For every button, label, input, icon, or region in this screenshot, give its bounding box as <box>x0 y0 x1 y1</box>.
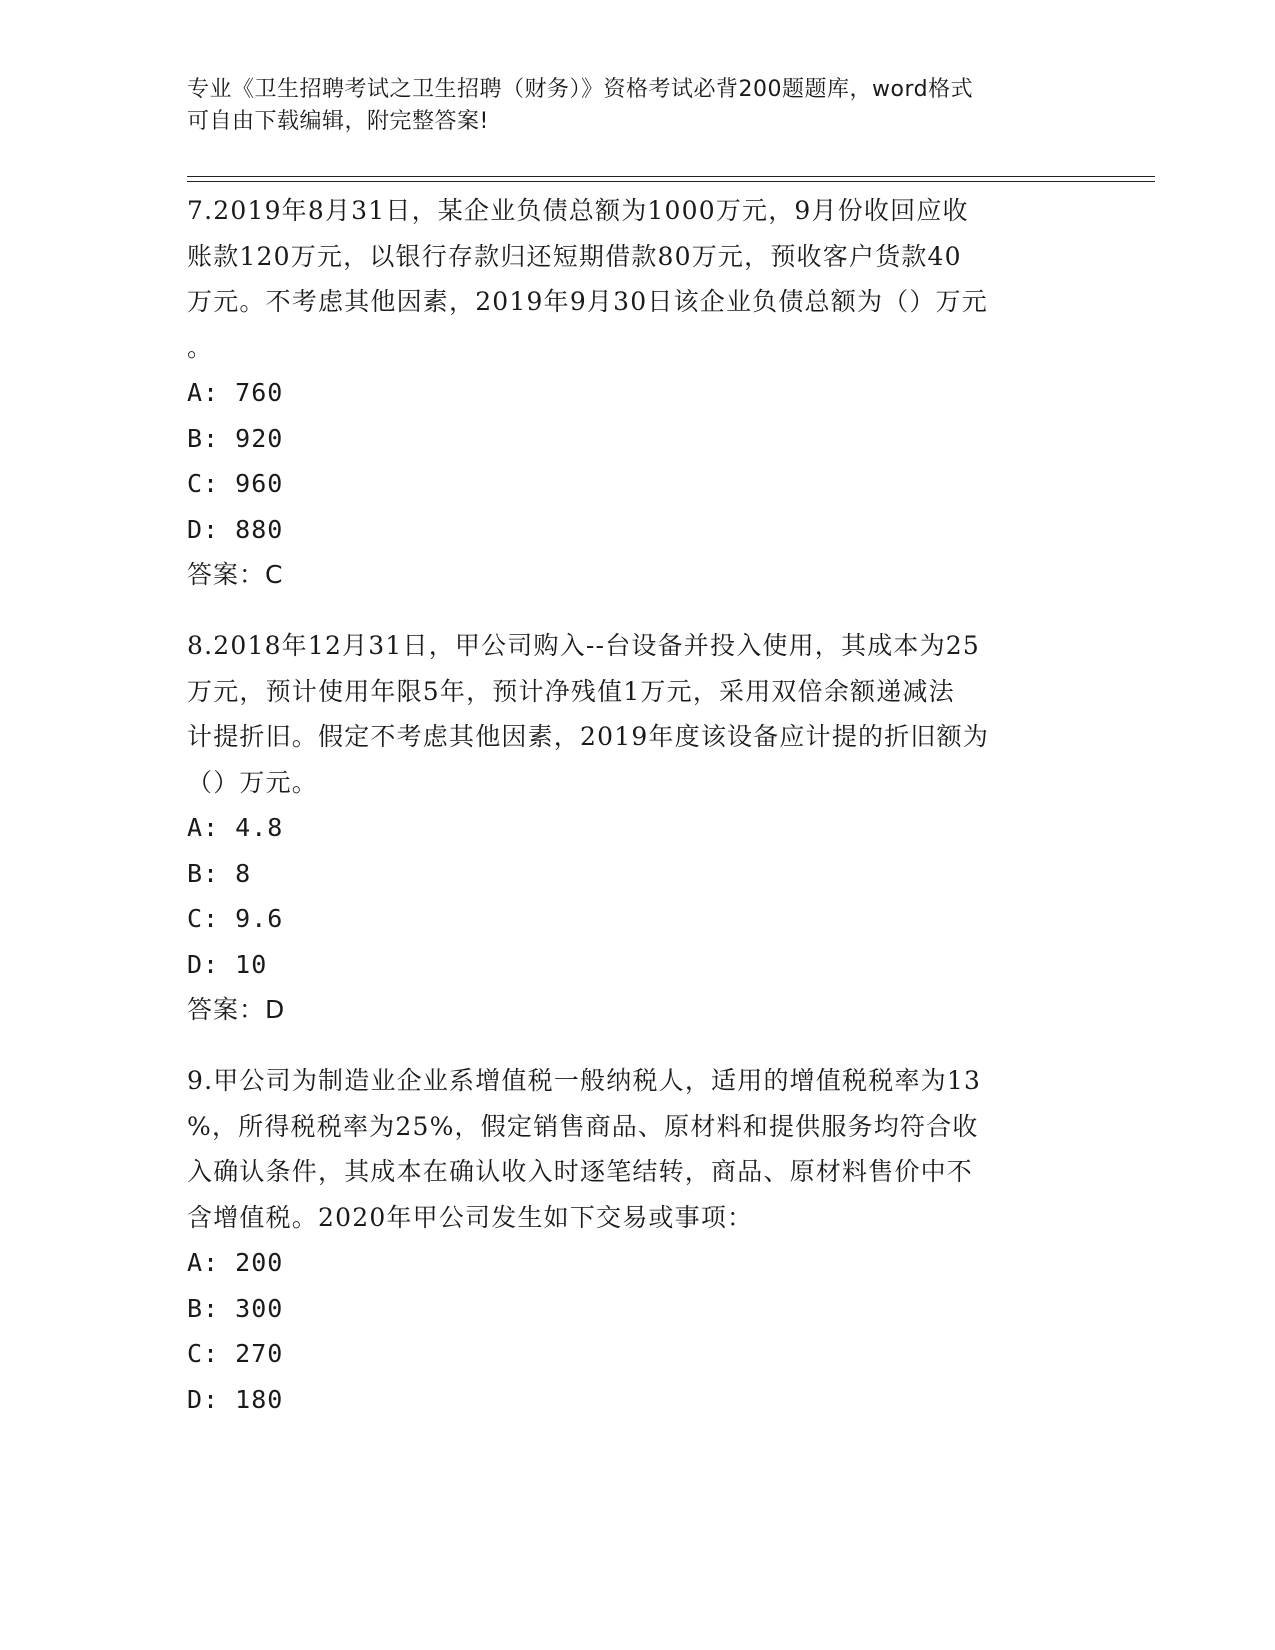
header-line-2: 可自由下载编辑，附完整答案! <box>187 109 489 134</box>
question-stem <box>187 1058 1077 1240</box>
option-b: B: 920 <box>187 423 284 453</box>
stem-line: 8.2018年12月31日，甲公司购入--台设备并投入使用，其成本为25 <box>187 631 981 660</box>
stem-line: （）万元。 <box>187 767 319 797</box>
option-d: D: 10 <box>187 949 268 979</box>
header-line-1: 专业《卫生招聘考试之卫生招聘（财务）》资格考试必背200题题库，word格式 <box>187 77 974 102</box>
option-b: B: 8 <box>187 858 252 888</box>
option-c: C: 960 <box>187 469 284 498</box>
option-a: A: 760 <box>187 378 284 407</box>
question-8 <box>187 623 1077 1033</box>
answer-text: 答案：D <box>187 995 286 1024</box>
option-c: C: 9.6 <box>187 904 284 933</box>
stem-line: %，所得税税率为25%，假定销售商品、原材料和提供服务均符合收 <box>187 1111 979 1141</box>
answer-text: 答案：C <box>187 560 284 589</box>
option-a: A: 200 <box>187 1248 284 1277</box>
question-stem <box>187 188 1077 370</box>
option-b: B: 300 <box>187 1293 284 1323</box>
stem-line: 账款120万元，以银行存款归还短期借款80万元，预收客户货款40 <box>187 241 962 271</box>
stem-line: 。 <box>187 332 214 362</box>
option-d: D: 180 <box>187 1384 284 1414</box>
option-c: C: 270 <box>187 1339 284 1368</box>
question-7 <box>187 188 1077 598</box>
question-stem <box>187 623 1077 805</box>
document-header <box>187 74 1067 138</box>
question-9 <box>187 1058 1077 1422</box>
stem-line: 9.甲公司为制造业企业系增值税一般纳税人，适用的增值税税率为13 <box>187 1066 982 1095</box>
stem-line: 7.2019年8月31日，某企业负债总额为1000万元，9月份收回应收 <box>187 196 969 225</box>
stem-line: 万元，预计使用年限5年，预计净残值1万元，采用双倍余额递减法 <box>187 676 955 706</box>
header-divider-bottom <box>187 181 1155 182</box>
stem-line: 入确认条件，其成本在确认收入时逐笔结转，商品、原材料售价中不 <box>187 1157 974 1186</box>
stem-line: 万元。不考虑其他因素，2019年9月30日该企业负债总额为（）万元 <box>187 287 988 316</box>
option-a: A: 4.8 <box>187 813 284 842</box>
option-d: D: 880 <box>187 514 284 544</box>
header-divider-top <box>187 176 1155 177</box>
stem-line: 计提折旧。假定不考虑其他因素，2019年度该设备应计提的折旧额为 <box>187 722 990 751</box>
stem-line: 含增值税。2020年甲公司发生如下交易或事项： <box>187 1202 754 1232</box>
